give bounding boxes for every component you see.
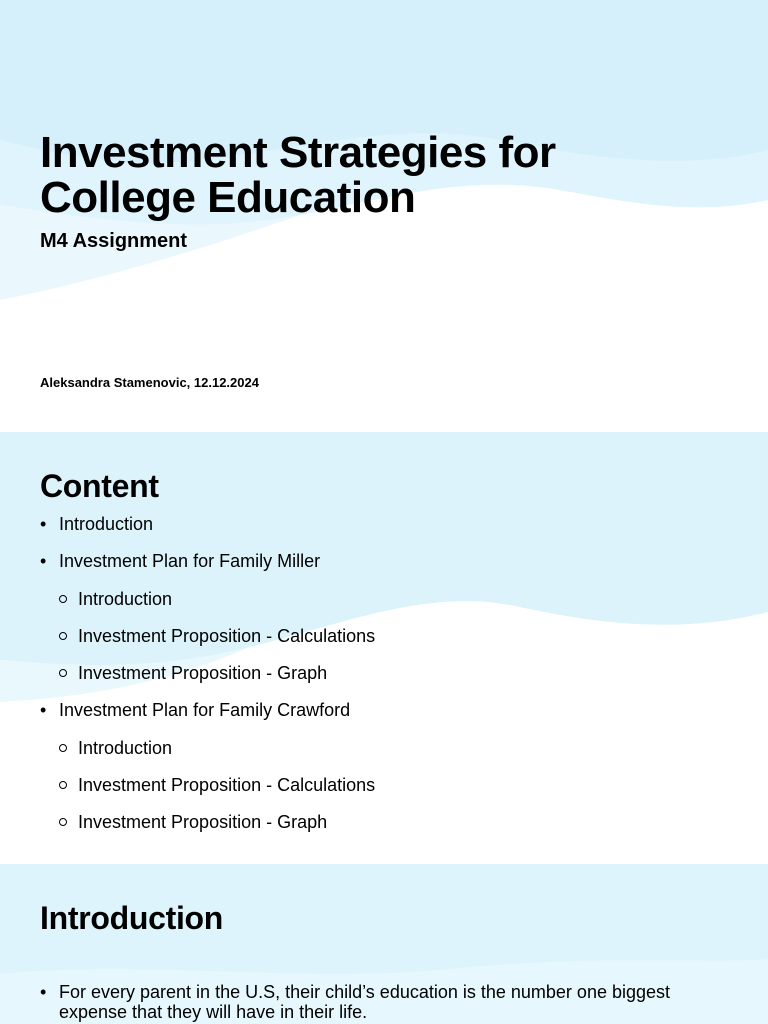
- bullet-icon: •: [40, 982, 47, 1002]
- author-date: Aleksandra Stamenovic, 12.12.2024: [40, 375, 259, 390]
- bullet-icon: •: [40, 514, 47, 534]
- intro-text: For every parent in the U.S, their child’s education is the number one biggest expense that they will have in their life.: [59, 982, 671, 1022]
- presentation-title: [40, 130, 556, 220]
- circle-bullet-icon: [59, 595, 67, 603]
- title-line-2: College Education: [40, 173, 416, 222]
- presentation-subtitle: M4 Assignment: [40, 230, 188, 252]
- title-slide: [0, 0, 768, 432]
- content-heading: Content: [40, 468, 159, 504]
- title-line-1: Investment Strategies for: [40, 128, 556, 177]
- bullet-icon: •: [40, 700, 47, 721]
- circle-bullet-icon: [59, 744, 67, 752]
- bullet-icon: •: [40, 551, 47, 572]
- introduction-slide: [0, 864, 768, 1024]
- introduction-heading: Introduction: [40, 900, 224, 936]
- circle-bullet-icon: [59, 632, 67, 640]
- content-slide: Content • Introduction • Investment Plan for Family Miller Introduction Investment Proposition - Calculations Investment Proposition - Graph • Investment Plan for Family Crawford Introduction Investment Proposition - Calculations Investment Proposition - Graph: [0, 432, 768, 864]
